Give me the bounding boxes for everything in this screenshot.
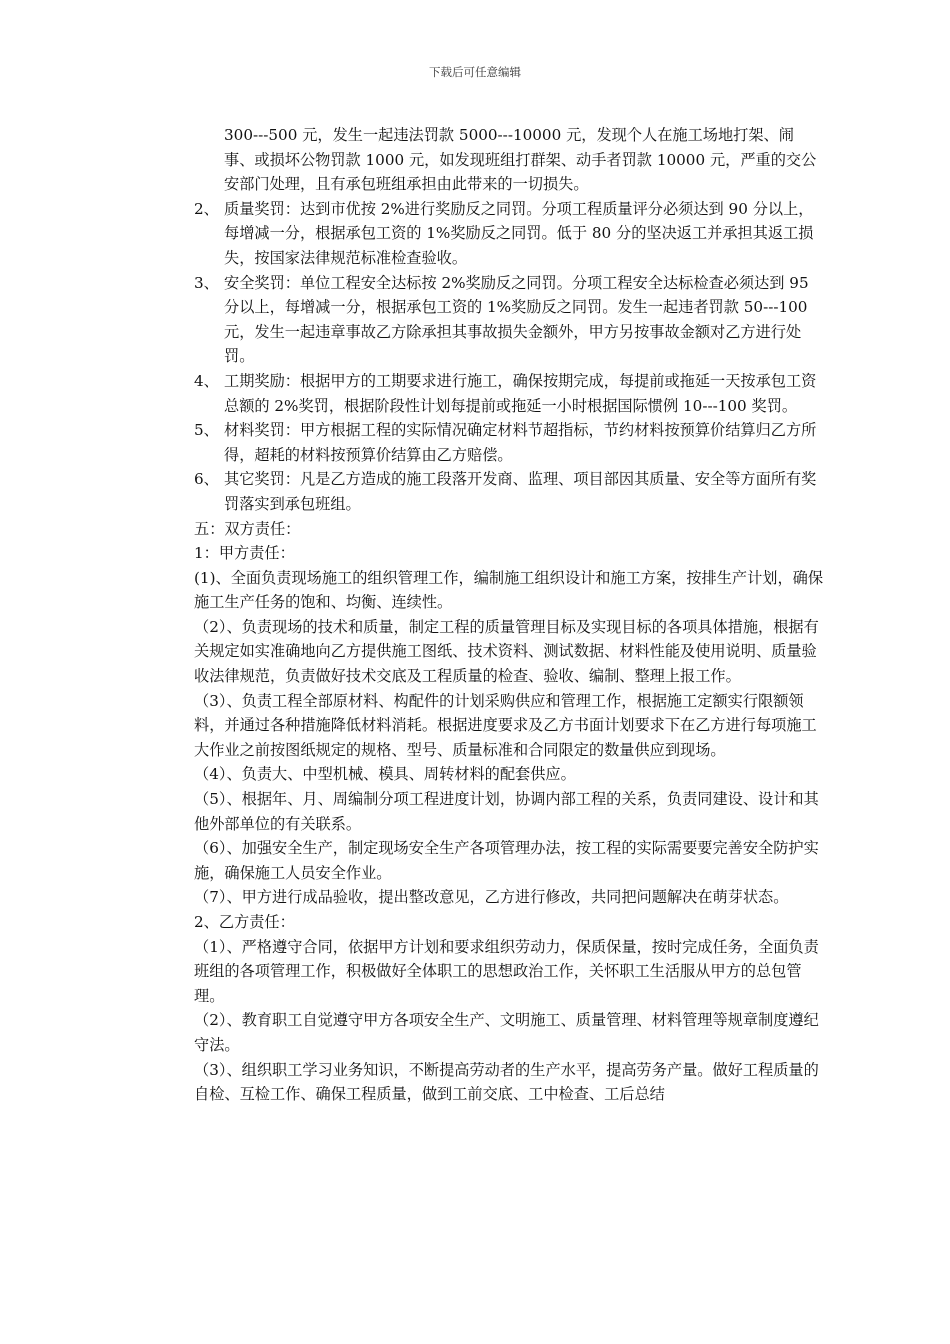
list-item-number: 2、	[194, 199, 219, 218]
list-item-text: 其它奖罚：凡是乙方造成的施工段落开发商、监理、项目部因其质量、安全等方面所有奖罚落实到承包班组。	[224, 470, 817, 513]
list-item-number: 5、	[194, 421, 219, 440]
party-a-paragraph: （6）、加强安全生产，制定现场安全生产各项管理办法，按工程的实际需要要完善安全防护实施，确保施工人员安全作业。	[194, 839, 819, 882]
subsection-heading-party-a: 1：甲方责任：	[194, 544, 295, 563]
list-item-text: 质量奖罚：达到市优按 2%进行奖励反之同罚。分项工程质量评分必须达到 90 分以上，每增减一分，根据承包工资的 1%奖励反之同罚。低于 80 分的坚决返工并承担其返工损失，按国家法律规范标准检查验收。	[224, 199, 814, 267]
party-a-paragraph: (1)、全面负责现场施工的组织管理工作，编制施工组织设计和施工方案，按排生产计划，确保施工生产任务的饱和、均衡、连续性。	[194, 568, 824, 612]
list-item-text: 工期奖励：根据甲方的工期要求进行施工，确保按期完成，每提前或拖延一天按承包工资总额的 2%奖罚，根据阶段性计划每提前或拖延一小时根据国际惯例 10---100 奖罚。	[224, 371, 817, 415]
list-item	[194, 418, 824, 467]
list-item	[194, 467, 824, 516]
list-item	[194, 271, 824, 369]
party-a-paragraph: （3）、负责工程全部原材料、构配件的计划采购供应和管理工作，根据施工定额实行限额领料，并通过各种措施降低材料消耗。根据进度要求及乙方书面计划要求下在乙方进行每项施工大作业之前按图纸规定的规格、型号、质量标准和合同限定的数量供应到现场。	[194, 691, 817, 759]
party-a-paragraph: （7）、甲方进行成品验收，提出整改意见，乙方进行修改，共同把问题解决在萌芽状态。	[194, 888, 789, 907]
document-body	[194, 123, 824, 1107]
reward-list	[194, 197, 824, 517]
list-item	[194, 369, 824, 418]
list-item-number: 3、	[194, 273, 219, 292]
party-a-paragraph: （5）、根据年、月、周编制分项工程进度计划，协调内部工程的关系，负责同建设、设计和其他外部单位的有关联系。	[194, 790, 819, 833]
page-header: 下载后可任意编辑	[429, 65, 521, 79]
list-item-number: 6、	[194, 470, 219, 489]
subsection-heading-party-b: 2、乙方责任：	[194, 913, 295, 931]
list-item	[194, 197, 824, 271]
list-item-text: 安全奖罚：单位工程安全达标按 2%奖励反之同罚。分项工程安全达标检查必须达到 95 分以上，每增减一分，根据承包工资的 1%奖励反之同罚。发生一起违者罚款 50---100 元，发生一起违章事故乙方除承担其事故损失金额外，甲方另按事故金额对乙方进行处罚。	[224, 273, 809, 366]
party-a-paragraph: （2）、负责现场的技术和质量，制定工程的质量管理目标及实现目标的各项具体措施，根据有关规定如实准确地向乙方提供施工图纸、技术资料、测试数据、材料性能及使用说明、质量验收法律规范，负责做好技术交底及工程质量的检查、验收、编制、整理上报工作。	[194, 617, 819, 686]
list-item-number: 4、	[194, 371, 219, 390]
party-b-paragraph: （2）、教育职工自觉遵守甲方各项安全生产、文明施工、质量管理、材料管理等规章制度遵纪守法。	[194, 1011, 819, 1054]
continuation-paragraph: 300---500 元，发生一起违法罚款 5000---10000 元，发现个人在施工场地打架、闹事、或损坏公物罚款 1000 元，如发现班组打群架、动手者罚款 10000 元，严重的交公安部门处理，且有承包班组承担由此带来的一切损失。	[224, 126, 817, 194]
party-b-paragraph: （1）、严格遵守合同，依据甲方计划和要求组织劳动力，保质保量，按时完成任务，全面负责班组的各项管理工作，积极做好全体职工的思想政治工作，关怀职工生活服从甲方的总包管理。	[194, 937, 819, 1005]
list-item-text: 材料奖罚：甲方根据工程的实际情况确定材料节超指标，节约材料按预算价结算归乙方所得，超耗的材料按预算价结算由乙方赔偿。	[224, 421, 817, 464]
section-heading: 五：双方责任：	[194, 519, 301, 538]
party-b-paragraph: （3）、组织职工学习业务知识，不断提高劳动者的生产水平，提高劳务产量。做好工程质量的自检、互检工作、确保工程质量，做到工前交底、工中检查、工后总结	[194, 1060, 819, 1104]
party-a-paragraph: （4）、负责大、中型机械、模具、周转材料的配套供应。	[194, 765, 576, 784]
